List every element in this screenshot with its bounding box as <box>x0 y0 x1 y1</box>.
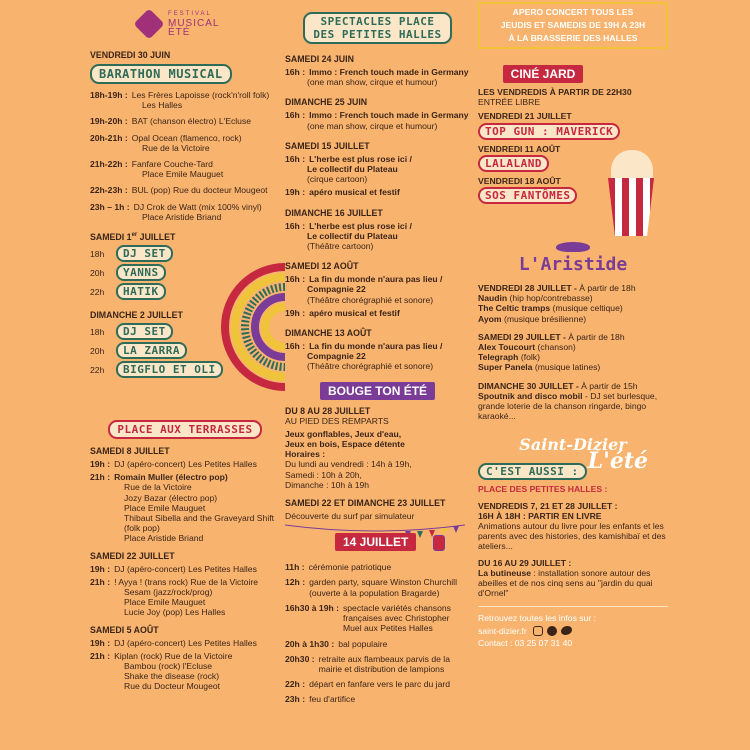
artist-genre: (musique latines) <box>534 362 601 373</box>
horaires-list <box>285 459 470 490</box>
time-label: 18h-19h : <box>90 90 128 100</box>
day-label: DIMANCHE 30 JUILLET - <box>478 380 579 391</box>
schedule-row <box>285 577 470 597</box>
time-label: 18h <box>90 326 105 337</box>
schedule-row <box>285 67 470 77</box>
time-label: 22h-23h : <box>90 185 128 196</box>
time-label: 23h – 1h : <box>90 201 130 212</box>
schedule-row <box>90 116 280 126</box>
schedule-row <box>90 90 280 100</box>
lantern-icon <box>433 535 445 551</box>
artist-genre: - DJ set burlesque, grande loterie de la chanson ringarde, bingo karaoké... <box>478 390 658 422</box>
time-label: 16h : <box>285 67 306 77</box>
schedule-row <box>285 639 470 649</box>
start-time: À partir de 15h <box>581 380 638 391</box>
time-label: 20h-21h : <box>90 132 128 143</box>
artist-genre: (hip hop/contrebasse) <box>509 293 593 304</box>
time-label: 16h : <box>285 341 306 352</box>
schedule-row <box>285 341 470 351</box>
day-heading: SAMEDI 12 AOÛT <box>285 261 359 272</box>
event-detail: (Théâtre chorégraphié et sonore) <box>307 294 434 305</box>
event-text: bal populaire <box>338 638 388 649</box>
cine-line2: ENTRÉE LIBRE <box>478 97 541 108</box>
schedule-row: 19h : DJ (apéro-concert) Les Petites Halles <box>90 637 257 648</box>
sub-line: Shake the disease (rock) <box>124 671 220 682</box>
bouge-title: BOUGE TON ÉTÉ <box>320 382 435 400</box>
event-location: Les Halles <box>142 100 183 111</box>
time-label: 19h-20h : <box>90 116 128 127</box>
rainbow-decoration <box>215 262 285 392</box>
column-right <box>478 0 668 648</box>
artist-name: Alex Toucourt <box>478 342 536 353</box>
juillet14-title: 14 JUILLET <box>335 533 416 551</box>
schedule-row <box>285 603 470 634</box>
day-heading: SAMEDI 24 JUIN <box>285 54 354 64</box>
sub-line: Lucie Joy (pop) Les Halles <box>124 607 226 618</box>
time-label: 16h : <box>285 110 306 121</box>
artist-line <box>478 352 668 362</box>
event-text: L'herbe est plus rose ici / <box>309 153 412 164</box>
day-heading <box>478 283 668 293</box>
time-label: 20h <box>90 267 105 278</box>
event-text: apéro musical et festif <box>309 307 400 318</box>
time-label: 16h : <box>285 220 306 231</box>
sub-line: Rue du Docteur Mougeot <box>124 681 221 692</box>
column-middle <box>285 0 470 705</box>
day-label: VENDREDI 28 JUILLET - <box>478 283 577 294</box>
festival-logo <box>138 10 219 37</box>
event-location: Place Emile Mauguet <box>142 169 224 180</box>
popcorn-icon <box>606 150 656 240</box>
artist-name: The Celtic tramps <box>478 303 551 314</box>
artist-line <box>478 293 668 303</box>
logo-musical: MUSICAL <box>168 18 220 29</box>
cine-line1: LES VENDREDIS À PARTIR DE 22H30 <box>478 87 632 97</box>
event-text: Les Frères Lapoisse (rock'n'roll folk) <box>131 90 270 100</box>
surf-text: Découverte du surf par simulateur <box>285 511 415 522</box>
event-detail: Compagnie 22 <box>307 351 366 362</box>
vendredis-text: Animations autour du livre pour les enfants et les parents avec des histories, des kamishibaï et des ateliers... <box>478 521 666 552</box>
day-heading <box>478 381 668 391</box>
surf-day: SAMEDI 22 ET DIMANCHE 23 JUILLET <box>285 498 446 509</box>
start-time: À partir de 18h <box>568 331 625 342</box>
day-heading: DIMANCHE 25 JUIN <box>285 97 368 108</box>
artist-line <box>478 391 668 422</box>
artist-genre: (folk) <box>520 352 540 363</box>
schedule-row <box>285 154 470 164</box>
film-day: VENDREDI 11 AOÛT <box>478 143 561 154</box>
film-title: LALALAND <box>478 155 549 172</box>
start-time: À partir de 18h <box>579 283 636 294</box>
event-text: Immo : French touch made in Germany <box>309 110 469 121</box>
event-text: BUL (pop) Rue du docteur Mougeot <box>131 185 268 196</box>
schedule-row: 21h : ! Ayya ! (trans rock) Rue de la Victoire <box>90 576 258 587</box>
schedule-row <box>285 654 470 674</box>
time-label: 23h : <box>285 694 306 705</box>
du16-title: DU 16 AU 29 JUILLET : <box>478 557 572 568</box>
schedule-row <box>90 202 280 212</box>
schedule-row <box>285 274 470 284</box>
day-heading: DIMANCHE 2 JUILLET <box>90 310 183 321</box>
sub-line: Place Emile Mauguet <box>124 502 206 513</box>
apero-banner: APERO CONCERT TOUS LES JEUDIS ET SAMEDIS DE 19H A 23H À LA BRASSERIE DES HALLES <box>478 2 668 49</box>
sub-lines <box>90 587 280 618</box>
event-detail: Le collectif du Plateau <box>307 164 398 175</box>
time-label: 16h : <box>285 274 306 285</box>
event-text: feu d'artifice <box>309 694 356 705</box>
day-heading: VENDREDI 30 JUIN <box>90 50 171 60</box>
event-text: départ en fanfare vers le parc du jard <box>309 679 450 690</box>
event-detail: (one man show, cirque et humour) <box>307 120 438 131</box>
schedule-row <box>90 159 280 169</box>
event-text: apéro musical et festif <box>309 187 400 198</box>
horaire-line: Du lundi au vendredi : 14h à 19h, <box>285 459 412 470</box>
schedule-row <box>285 221 470 231</box>
logo-icon <box>133 8 164 39</box>
facebook-icon[interactable] <box>547 626 557 636</box>
vendredis-title: VENDREDIS 7, 21 ET 28 JUILLET : <box>478 500 618 511</box>
petites-halles-heading: PLACE DES PETITES HALLES : <box>478 484 608 495</box>
day-heading: DIMANCHE 13 AOÛT <box>285 328 372 339</box>
event-text: Opal Ocean (flamenco, rock) <box>131 132 242 143</box>
time-label: 22h <box>90 364 105 375</box>
barathon-list <box>90 90 280 222</box>
butineuse-text: La butineuse : installation sonore autour des abeilles et de nos cinq sens au "jardin du quai d'Ornel" <box>478 567 653 599</box>
artist-name: DJ SET <box>116 323 173 340</box>
day-heading <box>478 332 668 342</box>
time-label: 11h : <box>285 562 305 573</box>
day-heading: SAMEDI 5 AOÛT <box>90 624 159 635</box>
sub-line: Jozy Bazar (électro pop) <box>124 492 218 503</box>
event-detail: (one man show, cirque et humour) <box>307 77 438 88</box>
artist-line <box>478 314 668 324</box>
film-day: VENDREDI 21 JUILLET <box>478 111 572 122</box>
artist-name: Spoutnik and disco mobil <box>478 390 583 401</box>
horaire-line: Dimanche : 10h à 19h <box>285 479 370 490</box>
artist-line <box>478 342 668 352</box>
artist-genre: (musique brésilienne) <box>503 313 587 324</box>
time-label: 20h <box>90 345 105 356</box>
event-detail: (Théâtre chorégraphié et sonore) <box>307 361 434 372</box>
artist-row <box>90 245 280 262</box>
aristide-title: L'Aristide <box>518 254 628 276</box>
time-label: 19h : <box>285 187 306 198</box>
time-label: 19h : <box>285 307 306 318</box>
event-text: Immo : French touch made in Germany <box>309 67 469 77</box>
schedule-row <box>90 185 280 195</box>
event-location: Place Aristide Briand <box>142 211 222 222</box>
activity-line: Jeux en bois, Espace détente <box>285 439 405 450</box>
event-text: spectacle variétés chansons françaises avec Christopher Muel aux Petites Halles <box>342 602 451 634</box>
event-detail: Compagnie 22 <box>307 284 366 295</box>
saint-dizier-title: Saint-Dizier <box>519 435 627 455</box>
schedule-row: 21h : Romain Muller (électro pop) <box>90 472 228 483</box>
day-label: SAMEDI 29 JUILLET - <box>478 331 566 342</box>
artist-name: Naudin <box>478 293 508 304</box>
time-label: 20h30 : <box>285 653 315 664</box>
event-text: Fanfare Couche-Tard <box>131 159 213 170</box>
schedule-row: 19h : DJ (apéro-concert) Les Petites Halles <box>90 459 257 469</box>
schedule-row <box>285 187 470 197</box>
lete-title: L'été <box>587 448 648 475</box>
event-text: L'herbe est plus rose ici / <box>309 220 412 231</box>
day-heading: SAMEDI 8 JUILLET <box>90 446 170 456</box>
film-day: VENDREDI 18 AOÛT <box>478 175 561 186</box>
event-text: DJ Crok de Watt (mix 100% vinyl) <box>133 201 262 212</box>
event-text: retraite aux flambeaux parvis de la mairie et distribution de lampions <box>318 653 450 674</box>
artist-genre: (musique celtique) <box>552 303 623 314</box>
time-label: 21h-22h : <box>90 159 128 170</box>
vendredis-sub: 16H À 18H : PARTIR EN LIVRE <box>478 510 602 521</box>
artist-line <box>478 362 668 372</box>
site-link[interactable]: saint-dizier.fr <box>478 625 527 636</box>
aristide-list <box>478 283 668 421</box>
retrouvez-text: Retrouvez toutes les infos sur : <box>478 613 596 624</box>
logo-festival: FESTIVAL <box>168 11 212 17</box>
artist-genre: (chanson) <box>537 342 576 353</box>
event-location: Rue de la Victoire <box>142 142 210 153</box>
time-label: 16h30 à 19h : <box>285 602 339 613</box>
contact-text: Contact : 03 25 07 31 40 <box>478 637 573 648</box>
artist-name: Telegraph <box>478 352 519 363</box>
schedule-row <box>285 679 470 689</box>
time-label: 16h : <box>285 153 306 164</box>
film-title: SOS FANTÔMES <box>478 187 577 204</box>
time-label: 18h <box>90 248 105 259</box>
time-label: 20h à 1h30 : <box>285 638 335 649</box>
sub-line: Bambou (rock) l'Ecluse <box>124 661 213 672</box>
sub-line: Thibaut Sibella and the Graveyard Shift <box>124 513 275 524</box>
sub-line: Place Emile Mauguet <box>124 597 206 608</box>
film-title: TOP GUN : MAVERICK <box>478 123 620 140</box>
day-heading: SAMEDI 1er JUILLET <box>90 232 176 243</box>
event-text: garden party, square Winston Churchill (ouverte à la population Bragarde) <box>309 577 457 598</box>
artist-name: YANNS <box>116 264 166 281</box>
cine-title: CINÉ JARD <box>503 65 584 83</box>
activity-line: Jeux gonflables, Jeux d'eau, <box>285 428 402 439</box>
event-text: La fin du monde n'aura pas lieu / <box>309 341 443 352</box>
day-heading: SAMEDI 15 JUILLET <box>285 140 370 151</box>
juillet14-list <box>285 562 470 704</box>
day-heading: SAMEDI 22 JUILLET <box>90 550 175 561</box>
sub-lines <box>90 661 280 692</box>
artist-name: DJ SET <box>116 245 173 262</box>
bouge-activities <box>285 429 470 449</box>
artist-name: Ayom <box>478 313 502 324</box>
bouge-place: AU PIED DES REMPARTS <box>285 415 389 426</box>
schedule-row <box>90 133 280 143</box>
artist-name: LA ZARRA <box>116 342 187 359</box>
horaires-label: Horaires : <box>285 449 326 460</box>
sub-line: Rue de la Victoire <box>124 482 192 493</box>
logo-ete: ÉTÉ <box>168 27 191 38</box>
artist-name: BIGFLO ET OLI <box>116 361 223 378</box>
schedule-row: 21h : Kiplan (rock) Rue de la Victoire <box>90 650 233 661</box>
sub-line: Sesam (jazz/rock/prog) <box>124 587 213 598</box>
mustache-icon <box>556 242 590 252</box>
time-label: 22h : <box>285 679 306 690</box>
sub-line: Place Aristide Briand <box>124 533 204 544</box>
time-label: 12h : <box>285 577 306 588</box>
artist-line <box>478 303 668 313</box>
spectacles-list <box>285 54 470 372</box>
artist-name: HATIK <box>116 283 166 300</box>
artist-name: Super Panela <box>478 362 533 373</box>
event-text: cérémonie patriotique <box>308 562 392 573</box>
horaire-line: Samedi : 10h à 20h, <box>285 469 362 480</box>
schedule-row <box>285 562 470 572</box>
event-text: BAT (chanson électro) L'Ecluse <box>131 116 252 127</box>
time-label: 22h <box>90 286 105 297</box>
day-heading: DIMANCHE 16 JUILLET <box>285 207 383 218</box>
schedule-row <box>285 308 470 318</box>
event-text: La fin du monde n'aura pas lieu / <box>309 274 443 285</box>
spectacles-title: SPECTACLES PLACE DES PETITES HALLES <box>303 12 451 44</box>
barathon-title: BARATHON MUSICAL <box>90 64 232 84</box>
schedule-row <box>285 694 470 704</box>
sub-line: (folk pop) <box>124 523 160 534</box>
schedule-row: 19h : DJ (apéro-concert) Les Petites Halles <box>90 563 257 574</box>
instagram-icon[interactable] <box>533 626 543 636</box>
cest-aussi-title: C'EST AUSSI : <box>478 463 587 480</box>
event-detail: (cirque cartoon) <box>307 174 368 185</box>
twitter-icon[interactable] <box>561 626 572 635</box>
terrasses-title: PLACE AUX TERRASSES <box>108 420 261 439</box>
schedule-row <box>285 110 470 120</box>
sub-lines <box>90 482 280 543</box>
event-detail: (Théâtre cartoon) <box>307 241 374 252</box>
bouge-date: DU 8 AU 28 JUILLET <box>285 405 371 416</box>
event-detail: Le collectif du Plateau <box>307 230 398 241</box>
